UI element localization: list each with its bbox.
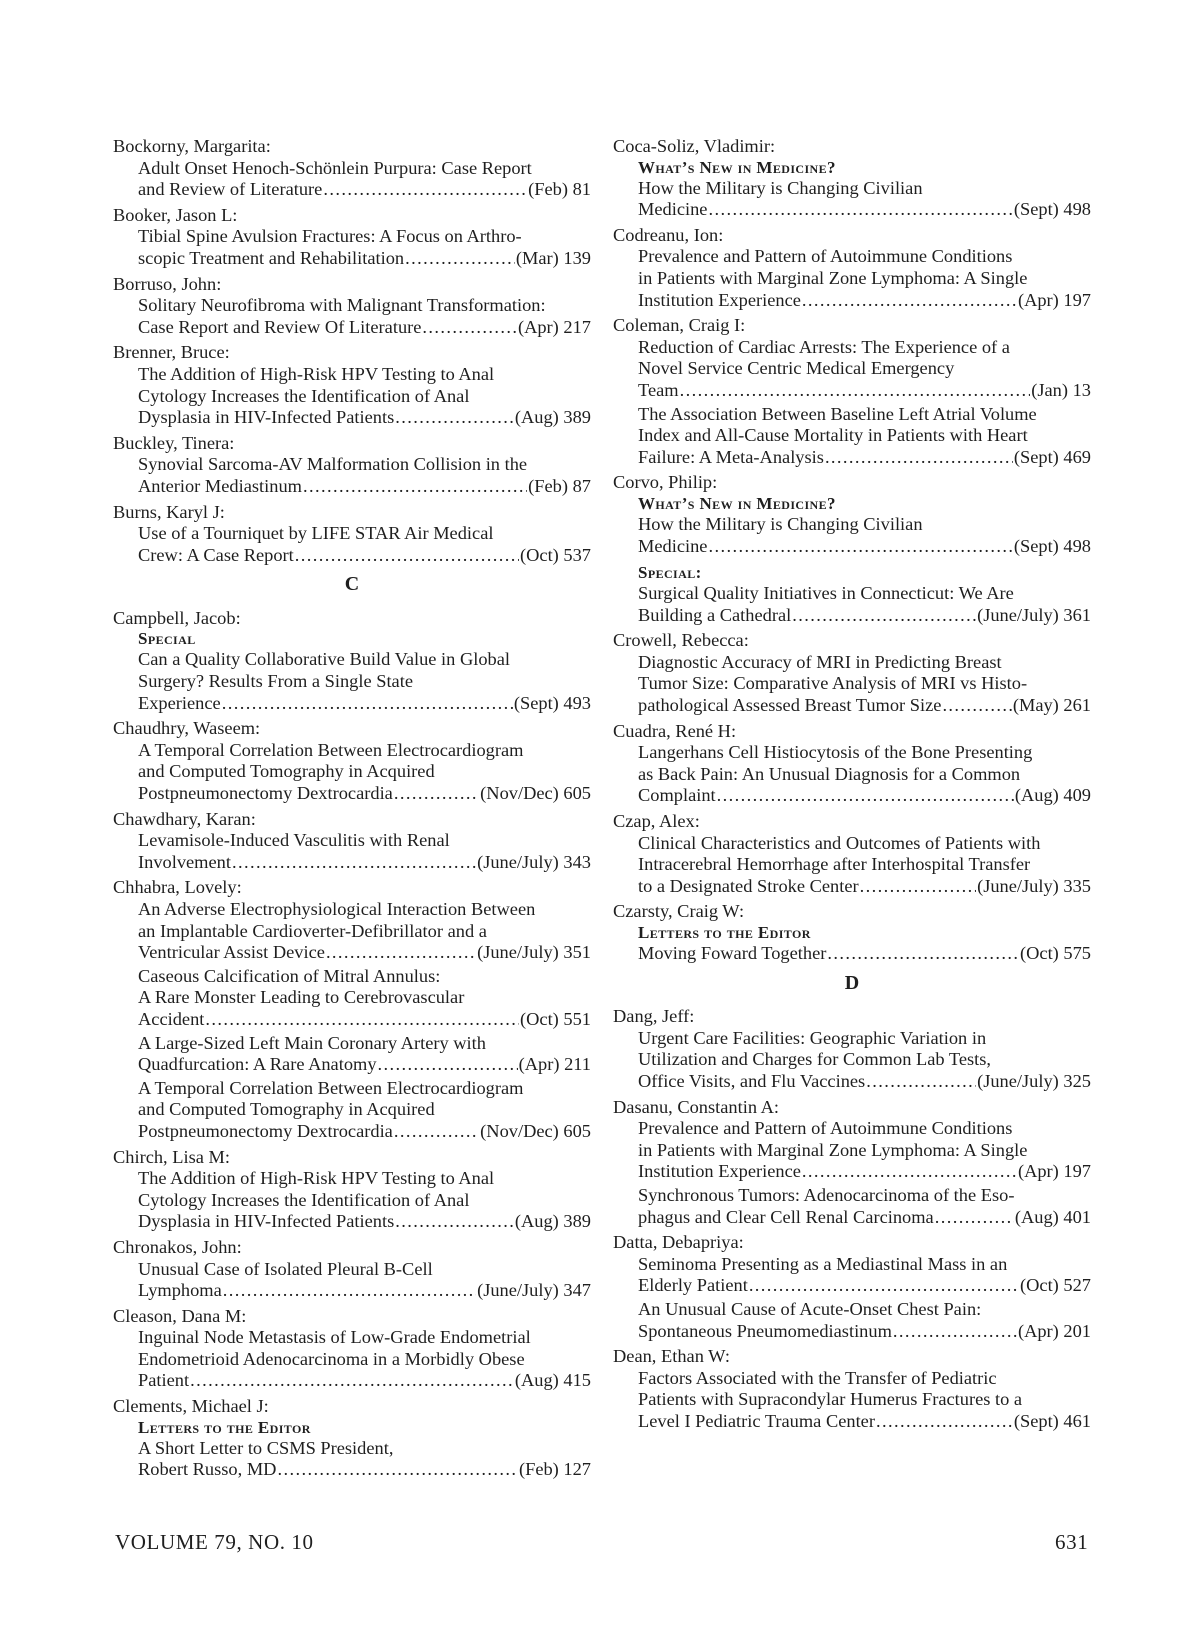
dot-leader (802, 1161, 1017, 1183)
category-label: Letters to the Editor (638, 923, 811, 942)
article-title-line: Lymphoma (138, 1280, 222, 1301)
author-name: Datta, Debapriya: (613, 1232, 744, 1253)
article-title (113, 649, 591, 714)
article-title (613, 652, 1091, 717)
article-title (613, 1028, 1091, 1093)
article-title-line: Intracerebral Hemorrhage after Interhospital Transfer (638, 854, 1031, 875)
dot-leader (223, 1280, 476, 1302)
article-title-line: A Temporal Correlation Between Electrocardiogram (138, 1077, 524, 1098)
dot-leader (876, 1411, 1013, 1433)
article-title-last-line (638, 785, 1091, 807)
section-letter-heading: C (344, 573, 360, 596)
article-title (613, 583, 1091, 626)
issue-page-reference: (June/July) 361 (977, 604, 1091, 625)
article-title (613, 833, 1091, 898)
article-title-line: Index and All-Cause Mortality in Patients with Heart (638, 425, 1028, 446)
dot-leader (326, 942, 476, 964)
index-entry (113, 608, 591, 714)
dot-leader (717, 785, 1014, 807)
issue-page-reference: (Oct) 537 (520, 544, 591, 565)
article-title (113, 364, 591, 429)
dot-leader (708, 536, 1012, 558)
article-title-line: Can a Quality Collaborative Build Value in Global (138, 649, 511, 670)
article-title-last-line (638, 1411, 1091, 1433)
article-title-line: How the Military is Changing Civilian (638, 177, 923, 198)
author-name: Coca-Soliz, Vladimir: (613, 136, 776, 156)
category-label: What’s New in Medicine? (638, 493, 836, 513)
article-title (113, 740, 591, 805)
article-title-last-line (138, 476, 591, 498)
dot-leader (935, 1207, 1014, 1229)
article-title (113, 454, 591, 497)
article-title-line: Accident (138, 1008, 205, 1029)
article-title-line: Institution Experience (638, 1161, 801, 1182)
issue-page-reference: (June/July) 347 (477, 1280, 591, 1301)
issue-page-reference: (Oct) 551 (520, 1008, 591, 1029)
author-name: Cleason, Dana M: (113, 1305, 247, 1326)
issue-page-reference: (Apr) 201 (1017, 1320, 1091, 1341)
article-title-line: Experience (138, 692, 221, 713)
article-title-line: Institution Experience (638, 289, 801, 310)
issue-page-reference: (June/July) 335 (977, 875, 1091, 896)
index-entry (113, 1306, 591, 1392)
article-title-line: Level I Pediatric Trauma Center (638, 1410, 875, 1431)
article-title-line: Seminoma Presenting as a Mediastinal Mass in an (638, 1253, 1008, 1274)
author-name: Chirch, Lisa M: (113, 1146, 230, 1167)
author-name: Campbell, Jacob: (113, 607, 241, 628)
issue-page-reference: (Aug) 401 (1014, 1206, 1091, 1227)
article-title-last-line (138, 1280, 591, 1302)
article-title-line: and Computed Tomography in Acquired (138, 761, 435, 782)
issue-page-reference: (Aug) 409 (1014, 785, 1091, 806)
index-entry (113, 1396, 591, 1481)
issue-page-reference: (Feb) 87 (528, 475, 591, 496)
issue-page-reference: (Apr) 197 (1017, 289, 1091, 310)
issue-page-reference: (June/July) 351 (477, 942, 591, 963)
article-title-last-line (638, 536, 1091, 558)
article-title-line: Urgent Care Facilities: Geographic Variation in (638, 1027, 987, 1048)
dot-leader (277, 1459, 518, 1481)
article-title-line: Patients with Supracondylar Humerus Fractures to a (638, 1389, 1023, 1410)
article-title (613, 742, 1091, 807)
issue-page-reference: (June/July) 325 (977, 1070, 1091, 1091)
article-title (613, 404, 1091, 469)
article-title-line: Tibial Spine Avulsion Fractures: A Focus on Arthro- (138, 226, 522, 247)
article-title-line: scopic Treatment and Rehabilitation (138, 247, 405, 268)
article-title-line: Medicine (638, 535, 708, 556)
article-title-last-line (638, 1321, 1091, 1343)
article-title-last-line (638, 695, 1091, 717)
article-title (613, 337, 1091, 402)
article-title-line: Postpneumonectomy Dextrocardia (138, 1120, 393, 1141)
article-title-line: Novel Service Centric Medical Emergency (638, 358, 955, 379)
article-title-line: Utilization and Charges for Common Lab Tests, (638, 1049, 992, 1070)
article-title (613, 1254, 1091, 1297)
article-title-line: Dysplasia in HIV-Infected Patients (138, 1211, 395, 1232)
index-entry (613, 1346, 1091, 1432)
dot-leader (222, 693, 513, 715)
article-title-line: Inguinal Node Metastasis of Low-Grade Endometrial (138, 1327, 531, 1348)
issue-page-reference: (Sept) 469 (1013, 446, 1091, 467)
issue-page-reference: (Feb) 81 (528, 179, 591, 200)
article-title-line: Quadfurcation: A Rare Anatomy (138, 1054, 377, 1075)
category-label: What’s New in Medicine? (638, 157, 836, 177)
index-entry (113, 718, 591, 804)
article-title-line: an Implantable Cardioverter-Defibrillator and a (138, 920, 487, 941)
index-column-left (113, 136, 591, 1485)
dot-leader (378, 1054, 518, 1076)
issue-page-reference: (Mar) 139 (515, 247, 591, 268)
dot-leader (205, 1009, 519, 1031)
article-title-line: in Patients with Marginal Zone Lymphoma: A Single (638, 1139, 1028, 1160)
dot-leader (323, 179, 527, 201)
article-title (113, 295, 591, 338)
index-entry (613, 811, 1091, 897)
article-title-last-line (638, 1161, 1091, 1183)
article-title-line: Elderly Patient (638, 1275, 748, 1296)
issue-page-reference: (Oct) 575 (1020, 943, 1091, 963)
article-title-line: Crew: A Case Report (138, 544, 294, 565)
author-name: Buckley, Tinera: (113, 432, 235, 453)
index-entry (113, 433, 591, 498)
article-title-line: phagus and Clear Cell Renal Carcinoma (638, 1206, 934, 1227)
author-name: Cuadra, René H: (613, 720, 737, 741)
article-title-line: Caseous Calcification of Mitral Annulus: (138, 965, 441, 986)
author-name: Corvo, Philip: (613, 472, 718, 493)
issue-page-reference: (Nov/Dec) 605 (480, 1120, 591, 1141)
article-title-line: A Short Letter to CSMS President, (138, 1437, 394, 1458)
dot-leader (232, 852, 476, 874)
article-title-last-line (138, 545, 591, 567)
issue-page-reference: (Nov/Dec) 605 (480, 783, 591, 804)
article-title (613, 246, 1091, 311)
article-title (113, 1078, 591, 1143)
article-title-last-line (138, 942, 591, 964)
author-name: Borruso, John: (113, 273, 222, 294)
article-title-line: An Unusual Cause of Acute-Onset Chest Pain: (638, 1298, 982, 1319)
issue-page-reference: (Jan) 13 (1031, 379, 1091, 400)
article-title (113, 1438, 591, 1481)
article-title-last-line (138, 783, 591, 805)
article-title-line: The Association Between Baseline Left Atrial Volume (638, 403, 1037, 424)
footer-page-number: 631 (1055, 1530, 1089, 1554)
article-title-line: in Patients with Marginal Zone Lymphoma: A Single (638, 267, 1028, 288)
article-title-line: Dysplasia in HIV-Infected Patients (138, 407, 395, 428)
article-title-line: Ventricular Assist Device (138, 942, 325, 963)
article-title-line: Reduction of Cardiac Arrests: The Experience of a (638, 336, 1010, 357)
index-entry (113, 342, 591, 428)
index-entry (113, 205, 591, 270)
issue-page-reference: (Apr) 211 (518, 1054, 591, 1075)
article-title-line: Spontaneous Pneumomediastinum (638, 1320, 892, 1341)
article-title-line: as Back Pain: An Unusual Diagnosis for a Common (638, 763, 1021, 784)
index-entry (613, 1097, 1091, 1229)
index-entry (613, 315, 1091, 468)
article-title-line: Factors Associated with the Transfer of Pediatric (638, 1367, 997, 1388)
dot-leader (708, 199, 1012, 221)
author-name: Crowell, Rebecca: (613, 630, 749, 651)
dot-leader (680, 380, 1031, 402)
issue-page-reference: (Aug) 389 (514, 407, 591, 428)
index-entry (113, 809, 591, 874)
article-title-last-line (638, 1275, 1091, 1297)
article-title-line: Use of a Tourniquet by LIFE STAR Air Medical (138, 523, 494, 544)
article-title-last-line (638, 290, 1091, 312)
dot-leader (395, 1211, 514, 1233)
author-name: Chronakos, John: (113, 1236, 242, 1257)
article-title-line: Prevalence and Pattern of Autoimmune Conditions (638, 1118, 1013, 1139)
index-entry (613, 225, 1091, 311)
article-title-line: How the Military is Changing Civilian (638, 513, 923, 534)
dot-leader (395, 407, 514, 429)
article-title-last-line (638, 447, 1091, 469)
article-title (613, 1118, 1091, 1183)
section-letter-heading: D (844, 971, 860, 994)
index-entry (613, 136, 1091, 221)
article-title-last-line (138, 1054, 591, 1076)
article-title (113, 1327, 591, 1392)
issue-page-reference: (Sept) 498 (1013, 199, 1091, 220)
footer-volume: VOLUME 79, NO. 10 (115, 1530, 314, 1554)
article-title-line: Prevalence and Pattern of Autoimmune Conditions (638, 246, 1013, 267)
index-entry (613, 1006, 1091, 1092)
article-title-line: Anterior Mediastinum (138, 475, 302, 496)
article-title-line: The Addition of High-Risk HPV Testing to Anal (138, 1168, 495, 1189)
dot-leader (394, 783, 479, 805)
article-title (113, 523, 591, 566)
article-title-last-line (138, 852, 591, 874)
article-title (113, 1033, 591, 1076)
article-title-line: Langerhans Cell Histiocytosis of the Bone Presenting (638, 742, 1033, 763)
dot-leader (190, 1370, 514, 1392)
author-name: Dean, Ethan W: (613, 1346, 730, 1367)
article-title-line: to a Designated Stroke Center (638, 875, 859, 896)
dot-leader (295, 545, 519, 567)
author-name: Clements, Michael J: (113, 1396, 269, 1417)
category-label: Special (138, 629, 196, 649)
article-title-line: and Review of Literature (138, 179, 323, 200)
dot-leader (394, 1121, 479, 1143)
article-title-line: Synovial Sarcoma-AV Malformation Collision in the (138, 454, 528, 475)
article-title (613, 1299, 1091, 1342)
article-title-line: Diagnostic Accuracy of MRI in Predicting Breast (638, 651, 1002, 672)
article-title-line: Building a Cathedral (638, 604, 792, 625)
dot-leader (749, 1275, 1019, 1297)
dot-leader (802, 290, 1017, 312)
author-name: Dang, Jeff: (613, 1006, 695, 1027)
article-title-line: Adult Onset Henoch-Schönlein Purpura: Case Report (138, 157, 532, 178)
article-title-last-line (638, 199, 1091, 221)
article-title-line: Cytology Increases the Identification of Anal (138, 1189, 470, 1210)
article-title-line: Failure: A Meta-Analysis (638, 446, 824, 467)
index-entry (613, 1232, 1091, 1342)
issue-page-reference: (Aug) 415 (514, 1370, 591, 1391)
article-title-line: Surgical Quality Initiatives in Connecticut: We Are (638, 583, 1014, 604)
article-title (113, 226, 591, 269)
issue-page-reference: (June/July) 343 (477, 851, 591, 872)
article-title-line: An Adverse Electrophysiological Interaction Between (138, 899, 536, 919)
dot-leader (893, 1321, 1017, 1343)
article-title (613, 1368, 1091, 1433)
index-column-right (613, 136, 1091, 1436)
article-title (113, 830, 591, 873)
dot-leader (827, 943, 1019, 965)
issue-page-reference: (Sept) 461 (1013, 1410, 1091, 1431)
index-entry (613, 630, 1091, 716)
article-title-last-line (638, 605, 1091, 627)
article-title-last-line (138, 1211, 591, 1233)
article-title-line: A Temporal Correlation Between Electrocardiogram (138, 739, 524, 760)
issue-page-reference: (Feb) 127 (518, 1459, 591, 1480)
article-title-line: Clinical Characteristics and Outcomes of Patients with (638, 832, 1041, 853)
article-title-line: Endometrioid Adenocarcinoma in a Morbidly Obese (138, 1348, 525, 1369)
article-title-line: pathological Assessed Breast Tumor Size (638, 695, 942, 716)
article-title-last-line (138, 1121, 591, 1143)
article-title (113, 899, 591, 964)
article-title-line: Case Report and Review Of Literature (138, 316, 422, 337)
article-title (613, 178, 1091, 221)
index-entry (113, 136, 591, 201)
article-title (613, 1185, 1091, 1228)
article-title-line: Surgery? Results From a Single State (138, 671, 413, 692)
article-title-last-line (638, 876, 1091, 898)
author-name: Booker, Jason L: (113, 204, 238, 225)
article-title-line: Postpneumonectomy Dextrocardia (138, 783, 393, 804)
index-entry (113, 877, 591, 1142)
dot-leader (422, 317, 517, 339)
article-title-line: Team (638, 379, 679, 400)
index-entry (113, 1237, 591, 1302)
article-title-last-line (138, 317, 591, 339)
article-title (613, 943, 1091, 965)
article-title-line: Tumor Size: Comparative Analysis of MRI vs Histo- (638, 673, 1028, 694)
dot-leader (942, 695, 1011, 717)
article-title-last-line (138, 1009, 591, 1031)
article-title (113, 1259, 591, 1302)
index-entry (113, 1147, 591, 1233)
author-name: Burns, Karyl J: (113, 501, 225, 522)
issue-page-reference: (Apr) 217 (517, 316, 591, 337)
article-title-line: Solitary Neurofibroma with Malignant Transformation: (138, 295, 546, 316)
author-name: Dasanu, Constantin A: (613, 1096, 780, 1117)
index-entry (113, 274, 591, 339)
dot-leader (860, 876, 976, 898)
article-title-last-line (138, 248, 591, 270)
dot-leader (825, 447, 1013, 469)
dot-leader (866, 1071, 976, 1093)
author-name: Brenner, Bruce: (113, 342, 230, 363)
article-title (113, 1168, 591, 1233)
article-title-line: Patient (138, 1370, 190, 1391)
index-entry (613, 721, 1091, 807)
author-name: Chaudhry, Waseem: (113, 718, 261, 739)
article-title-line: Unusual Case of Isolated Pleural B-Cell (138, 1258, 433, 1279)
article-title-line: A Large-Sized Left Main Coronary Artery with (138, 1032, 486, 1053)
article-title-line: Office Visits, and Flu Vaccines (638, 1070, 866, 1091)
article-title-line: Moving Foward Together (638, 943, 827, 963)
category-label: Special: (638, 563, 702, 583)
article-title-line: Cytology Increases the Identification of Anal (138, 385, 470, 406)
category-label: Letters to the Editor (138, 1417, 311, 1437)
author-name: Coleman, Craig I: (613, 315, 746, 336)
article-title-last-line (638, 943, 1091, 965)
article-title-last-line (138, 407, 591, 429)
article-title-last-line (138, 179, 591, 201)
article-title-line: The Addition of High-Risk HPV Testing to Anal (138, 363, 495, 384)
article-title (113, 158, 591, 201)
dot-leader (303, 476, 527, 498)
author-name: Chhabra, Lovely: (113, 877, 242, 898)
dot-leader (792, 605, 976, 627)
article-title-line: Medicine (638, 199, 708, 220)
article-title-line: Levamisole-Induced Vasculitis with Renal (138, 830, 450, 851)
article-title-last-line (638, 380, 1091, 402)
issue-page-reference: (Aug) 389 (514, 1211, 591, 1232)
article-title (113, 966, 591, 1031)
article-title-line: A Rare Monster Leading to Cerebrovascular (138, 987, 465, 1008)
article-title (613, 514, 1091, 557)
article-title-line: Synchronous Tumors: Adenocarcinoma of the Eso- (638, 1184, 1015, 1205)
article-title-last-line (138, 1370, 591, 1392)
index-entry (613, 901, 1091, 964)
dot-leader (405, 248, 515, 270)
issue-page-reference: (Sept) 498 (1013, 535, 1091, 556)
issue-page-reference: (May) 261 (1012, 695, 1091, 716)
index-entry (613, 472, 1091, 626)
author-name: Bockorny, Margarita: (113, 136, 271, 156)
article-title-last-line (638, 1207, 1091, 1229)
article-title-line: Complaint (638, 785, 716, 806)
index-entry (113, 502, 591, 567)
article-title-line: Involvement (138, 851, 231, 872)
issue-page-reference: (Apr) 197 (1017, 1161, 1091, 1182)
author-name: Czap, Alex: (613, 811, 700, 832)
article-title-last-line (138, 1459, 591, 1481)
author-name: Codreanu, Ion: (613, 224, 724, 245)
article-title-line: and Computed Tomography in Acquired (138, 1099, 435, 1120)
article-title-last-line (138, 693, 591, 715)
author-name: Chawdhary, Karan: (113, 808, 256, 829)
author-name: Czarsty, Craig W: (613, 901, 745, 922)
issue-page-reference: (Oct) 527 (1020, 1275, 1091, 1296)
article-title-line: Robert Russo, MD (138, 1459, 277, 1480)
issue-page-reference: (Sept) 493 (513, 692, 591, 713)
article-title-last-line (638, 1071, 1091, 1093)
